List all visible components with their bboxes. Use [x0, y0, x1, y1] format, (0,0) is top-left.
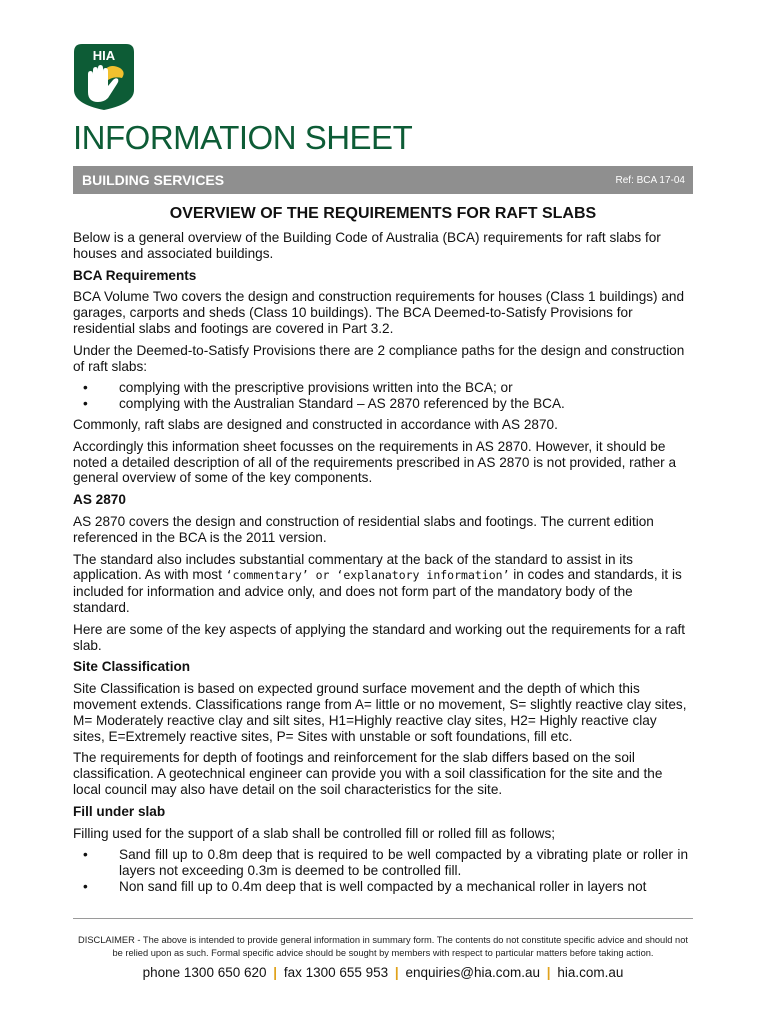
intro-paragraph: Below is a general overview of the Building Code of Australia (BCA) requirements for raft slabs for houses and associated buildings. [73, 230, 661, 261]
as2870-p2-start: The standard also includes substantial commentary at the back of the standard to assist in its application. As with most [73, 551, 633, 583]
section-label: BUILDING SERVICES [82, 172, 225, 188]
reference-number: Ref: BCA 17-04 [615, 174, 685, 186]
bullet-icon: • [83, 396, 88, 412]
footer-divider [73, 918, 693, 919]
list-item [73, 380, 688, 396]
heading-fill-under-slab: Fill under slab [73, 803, 166, 819]
separator: | [273, 965, 278, 980]
website-link[interactable]: hia.com.au [557, 965, 624, 980]
as2870-p2-end: in codes and standards, it is included for information and advice only, and does not form part of the mandatory body of the standard. [73, 567, 682, 615]
heading-site-classification: Site Classification [73, 659, 191, 675]
bullet-icon: • [83, 847, 88, 863]
as2870-paragraph-2 [73, 552, 688, 616]
heading-as2870: AS 2870 [73, 492, 126, 508]
fax-number: fax 1300 655 953 [283, 965, 389, 980]
heading-bca-requirements: BCA Requirements [73, 267, 197, 283]
site-paragraph-2: The requirements for depth of footings and reinforcement for the slab differs based on the soil classification. A geotechnical engineer can provide you with a soil classification for the site and the local council may also have detail on the soil characteristics for the site. [73, 750, 663, 797]
list-item-text: Non sand fill up to 0.4m deep that is well compacted by a mechanical roller in layers not [119, 878, 647, 894]
list-item [73, 879, 688, 895]
list-item-text: Sand fill up to 0.8m deep that is required to be well compacted by a vibrating plate or roller in layers not exceeding 0.3m is deemed to be controlled fill. [119, 847, 688, 879]
site-paragraph-1: Site Classification is based on expected ground surface movement and the depth of which this movement extends. Classifications range from A= little or no movement, S= slightly reactive clay sites, M= Moderately reactive clay and silt sites, H1=Highly reactive clay sites, H2= Highly reactive clay sites, E=Extremely reactive sites, P= Sites with unstable or soft foundations, fill etc. [73, 681, 687, 744]
email-link[interactable]: enquiries@hia.com.au [405, 965, 540, 980]
hia-logo-graphic [74, 44, 134, 110]
as2870-paragraph-3: Here are some of the key aspects of applying the standard and working out the requirements for a raft slab. [73, 621, 686, 653]
bca-paragraph-1: BCA Volume Two covers the design and construction requirements for houses (Class 1 buildings) and garages, carports and sheds (Class 10 buildings). The BCA Deemed-to-Satisfy Provisions for residential slabs and footings are covered in Part 3.2. [73, 289, 685, 336]
bullet-icon: • [83, 878, 88, 894]
list-item-text: complying with the prescriptive provisions written into the BCA; or [119, 380, 513, 396]
fill-list [73, 847, 688, 894]
bullet-icon: • [83, 380, 88, 396]
section-bar [73, 166, 693, 194]
as2870-p2-quoted: ‘commentary’ or ‘explanatory information’ [225, 568, 510, 583]
document-body [73, 230, 688, 900]
bca-paragraph-4: Accordingly this information sheet focusses on the requirements in AS 2870. However, it should be noted a detailed description of all of the requirements prescribed in AS 2870 is not provided, rather a general overview of some of the key components. [73, 438, 677, 486]
bca-compliance-list [73, 380, 688, 412]
separator: | [394, 965, 399, 980]
bca-paragraph-3: Commonly, raft slabs are designed and constructed in accordance with AS 2870. [73, 416, 558, 432]
sheet-title: INFORMATION SHEET [73, 119, 413, 156]
list-item-text: complying with the Australian Standard – AS 2870 referenced by the BCA. [119, 396, 565, 412]
list-item [73, 847, 688, 879]
list-item [73, 396, 688, 412]
bca-paragraph-2: Under the Deemed-to-Satisfy Provisions there are 2 compliance paths for the design and construction of raft slabs: [73, 342, 685, 374]
as2870-paragraph-1: AS 2870 covers the design and construction of residential slabs and footings. The current edition referenced in the BCA is the 2011 version. [73, 513, 654, 545]
fill-paragraph-1: Filling used for the support of a slab shall be controlled fill or rolled fill as follows; [73, 825, 556, 841]
phone-number: phone 1300 650 620 [142, 965, 267, 980]
disclaimer: DISCLAIMER - The above is intended to provide general information in summary form. The contents do not constitute specific advice and should not be relied upon as such. Formal specific advice should be sought by members with respect to particular matters before taking action. [78, 935, 688, 958]
logo-text: HIA [92, 48, 116, 63]
separator: | [546, 965, 551, 980]
contact-details [73, 963, 693, 983]
document-title: OVERVIEW OF THE REQUIREMENTS FOR RAFT SLABS [169, 205, 597, 222]
hia-logo [74, 44, 134, 110]
